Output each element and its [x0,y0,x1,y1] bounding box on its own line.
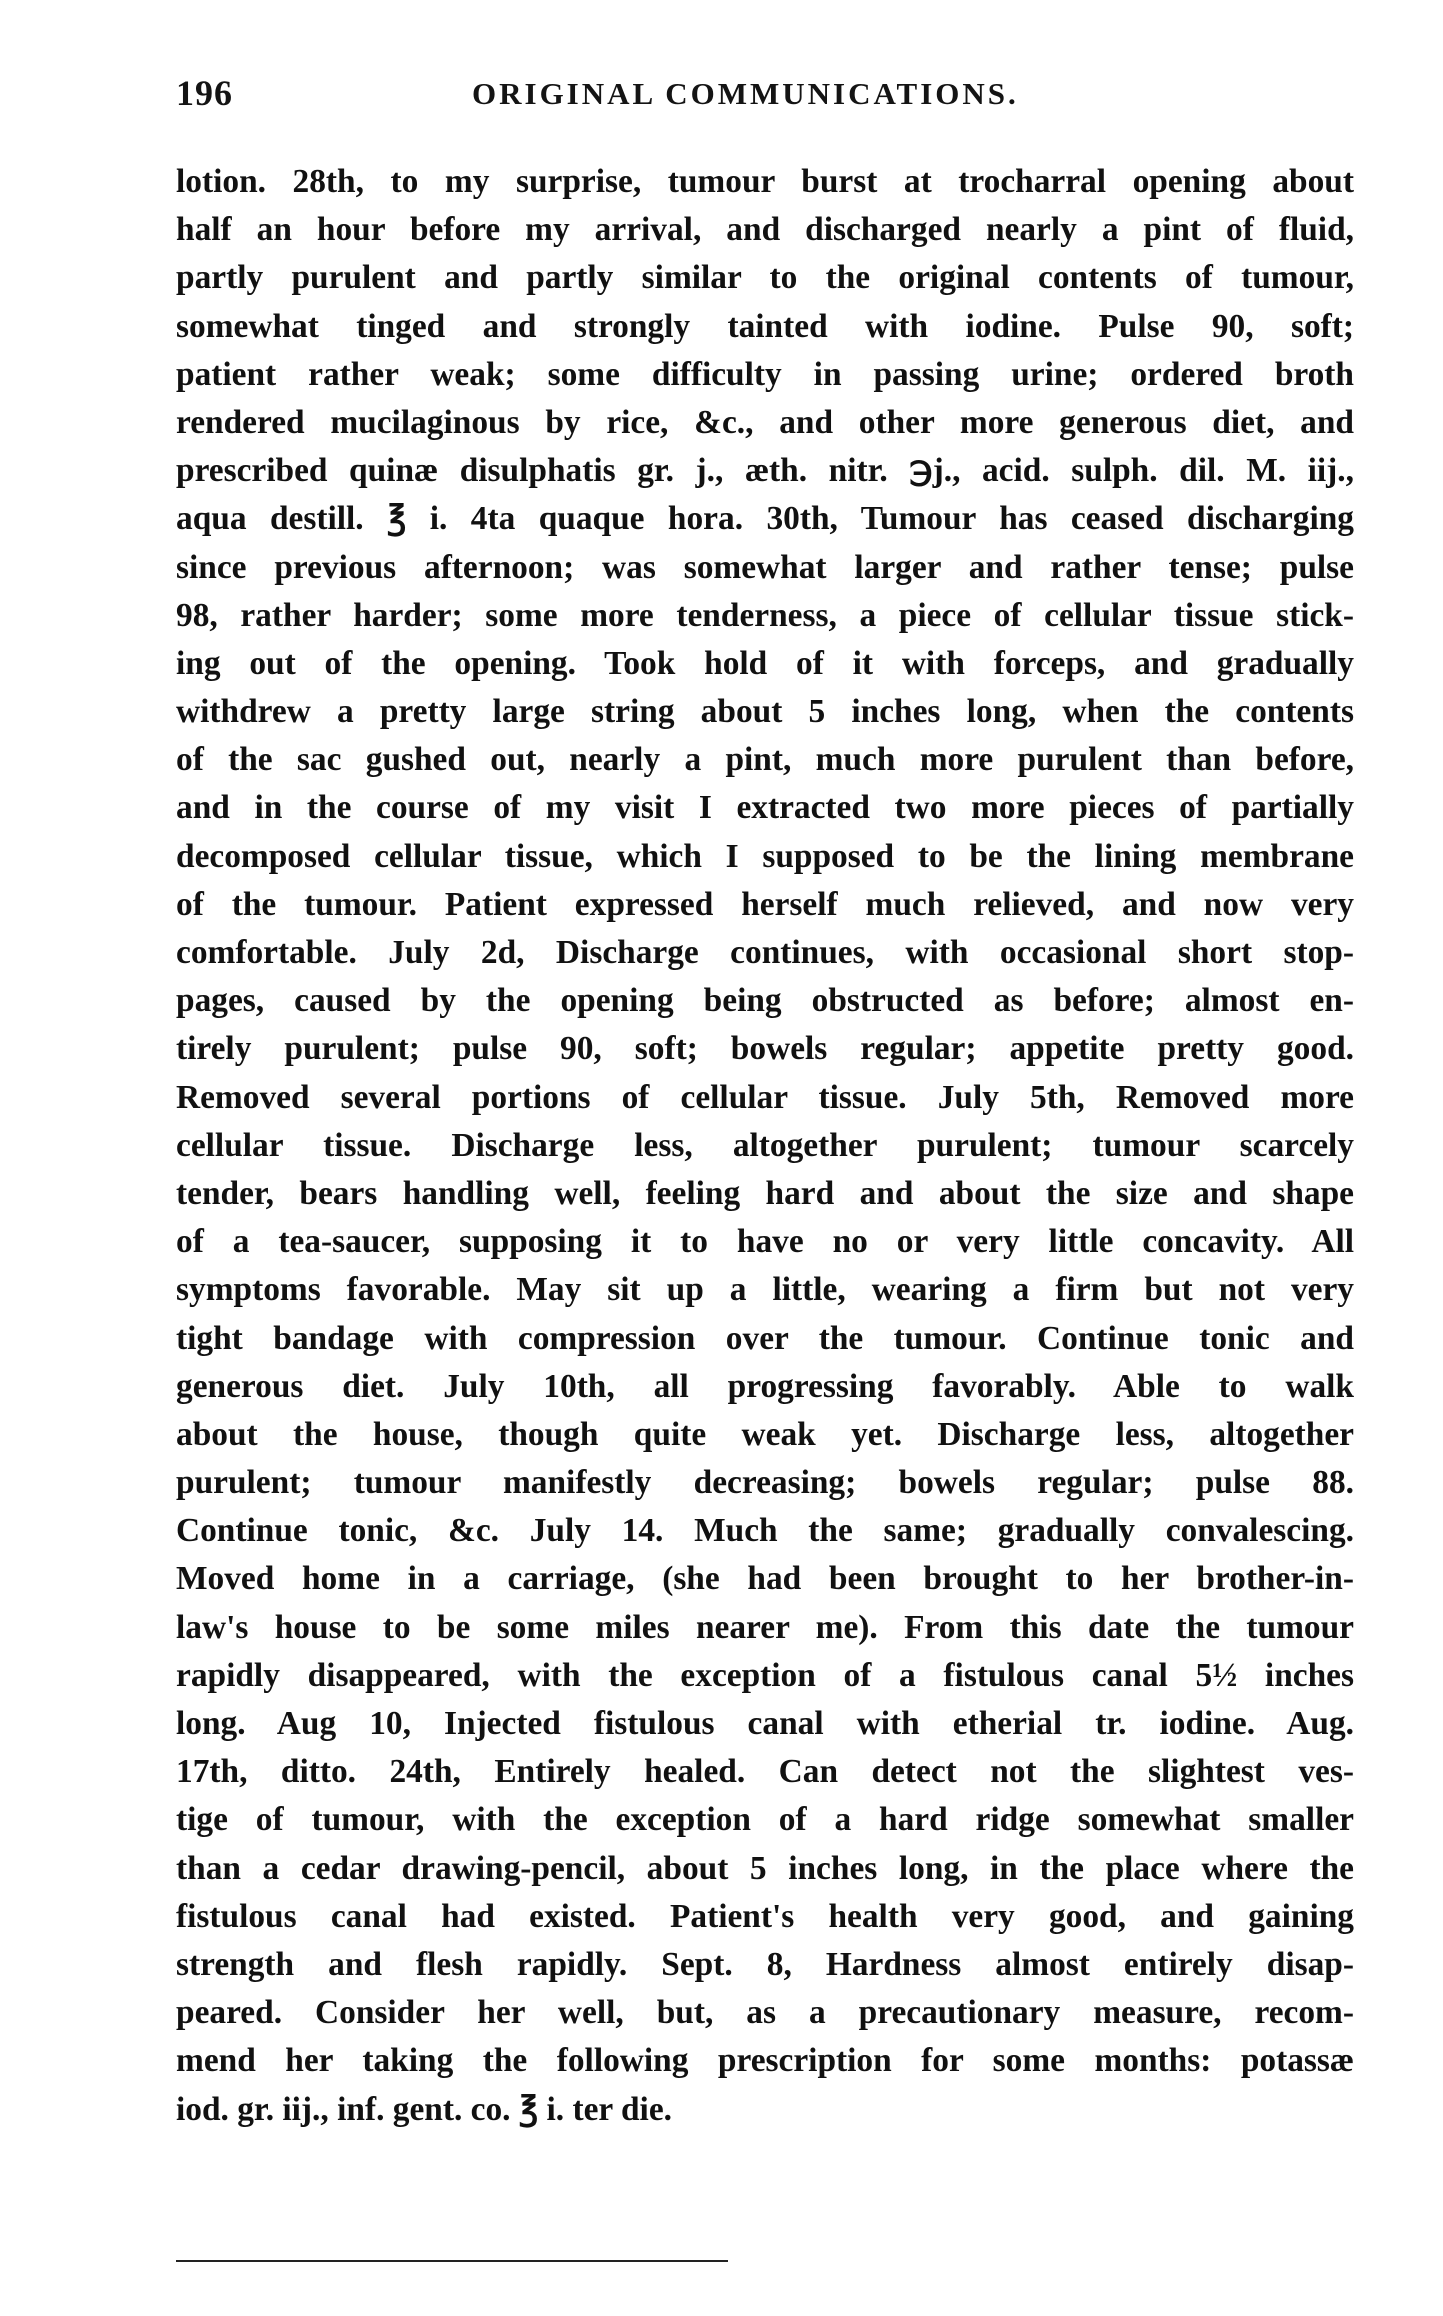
text-line: patient rather weak; some difficulty in passing urine; ordered broth [176,355,1354,393]
text-line: tige of tumour, with the exception of a hard ridge somewhat smaller [176,1801,1354,1839]
text-line-final: iod. gr. iij., inf. gent. co. ℥ i. ter die. [176,2090,672,2128]
text-line: rendered mucilaginous by rice, &c., and other more generous diet, and [176,403,1354,441]
text-line: Removed several portions of cellular tissue. July 5th, Removed more [176,1078,1354,1116]
text-line: pages, caused by the opening being obstructed as before; almost en- [176,982,1354,1020]
text-line: ing out of the opening. Took hold of it with forceps, and gradually [176,644,1354,682]
running-head: ORIGINAL COMMUNICATIONS. [472,76,1019,111]
page-header [176,72,1356,132]
text-line: half an hour before my arrival, and discharged nearly a pint of fluid, [176,211,1354,249]
text-line: of the sac gushed out, nearly a pint, much more purulent than before, [176,741,1354,779]
page-number: 196 [176,73,233,113]
text-line: of the tumour. Patient expressed herself much relieved, and now very [176,885,1354,923]
text-line: since previous afternoon; was somewhat larger and rather tense; pulse [176,548,1354,586]
text-line: prescribed quinæ disulphatis gr. j., æth. nitr. ℈j., acid. sulph. dil. M. iij., [176,452,1354,490]
text-line: peared. Consider her well, but, as a precautionary measure, recom- [176,1994,1354,2032]
text-line: fistulous canal had existed. Patient's health very good, and gaining [176,1897,1354,1935]
text-line: decomposed cellular tissue, which I supposed to be the lining membrane [176,837,1354,875]
text-line: of a tea-saucer, supposing it to have no or very little concavity. All [176,1223,1354,1261]
text-line: long. Aug 10, Injected fistulous canal with etherial tr. iodine. Aug. [176,1705,1354,1742]
text-line: strength and flesh rapidly. Sept. 8, Hardness almost entirely disap- [176,1945,1354,1983]
text-line: Moved home in a carriage, (she had been brought to her brother-in- [176,1560,1354,1598]
text-line: generous diet. July 10th, all progressing favorably. Able to walk [176,1367,1354,1405]
text-line: tight bandage with compression over the tumour. Continue tonic and [176,1319,1354,1357]
text-line: withdrew a pretty large string about 5 inches long, when the contents [176,693,1354,731]
text-line: Continue tonic, &c. July 14. Much the same; gradually convalescing. [176,1512,1354,1550]
text-line: about the house, though quite weak yet. Discharge less, altogether [176,1415,1354,1453]
body-text [176,158,1354,2134]
text-line: purulent; tumour manifestly decreasing; bowels regular; pulse 88. [176,1464,1354,1502]
text-line: lotion. 28th, to my surprise, tumour burst at trocharral opening about [176,163,1354,200]
text-line: cellular tissue. Discharge less, altogether purulent; tumour scarcely [176,1126,1354,1164]
text-line: tender, bears handling well, feeling hard and about the size and shape [176,1174,1354,1212]
text-line: partly purulent and partly similar to the original contents of tumour, [176,259,1354,297]
text-line: comfortable. July 2d, Discharge continues, with occasional short stop- [176,934,1354,971]
text-line: and in the course of my visit I extracted two more pieces of partially [176,789,1354,827]
text-line: tirely purulent; pulse 90, soft; bowels regular; appetite pretty good. [176,1030,1354,1068]
text-line: symptoms favorable. May sit up a little, wearing a firm but not very [176,1271,1354,1309]
text-line: 98, rather harder; some more tenderness, a piece of cellular tissue stick- [176,596,1354,634]
text-line: 17th, ditto. 24th, Entirely healed. Can detect not the slightest ves- [176,1753,1354,1791]
text-line: law's house to be some miles nearer me). From this date the tumour [176,1608,1354,1646]
footer-rule [176,2260,728,2262]
text-line: aqua destill. ℥ i. 4ta quaque hora. 30th, Tumour has ceased discharging [176,500,1354,538]
text-line: than a cedar drawing-pencil, about 5 inches long, in the place where the [176,1849,1354,1887]
text-line: mend her taking the following prescription for some months: potassæ [176,2042,1354,2080]
text-line: somewhat tinged and strongly tainted with iodine. Pulse 90, soft; [176,307,1354,345]
text-line: rapidly disappeared, with the exception of a fistulous canal 5½ inches [176,1656,1354,1694]
